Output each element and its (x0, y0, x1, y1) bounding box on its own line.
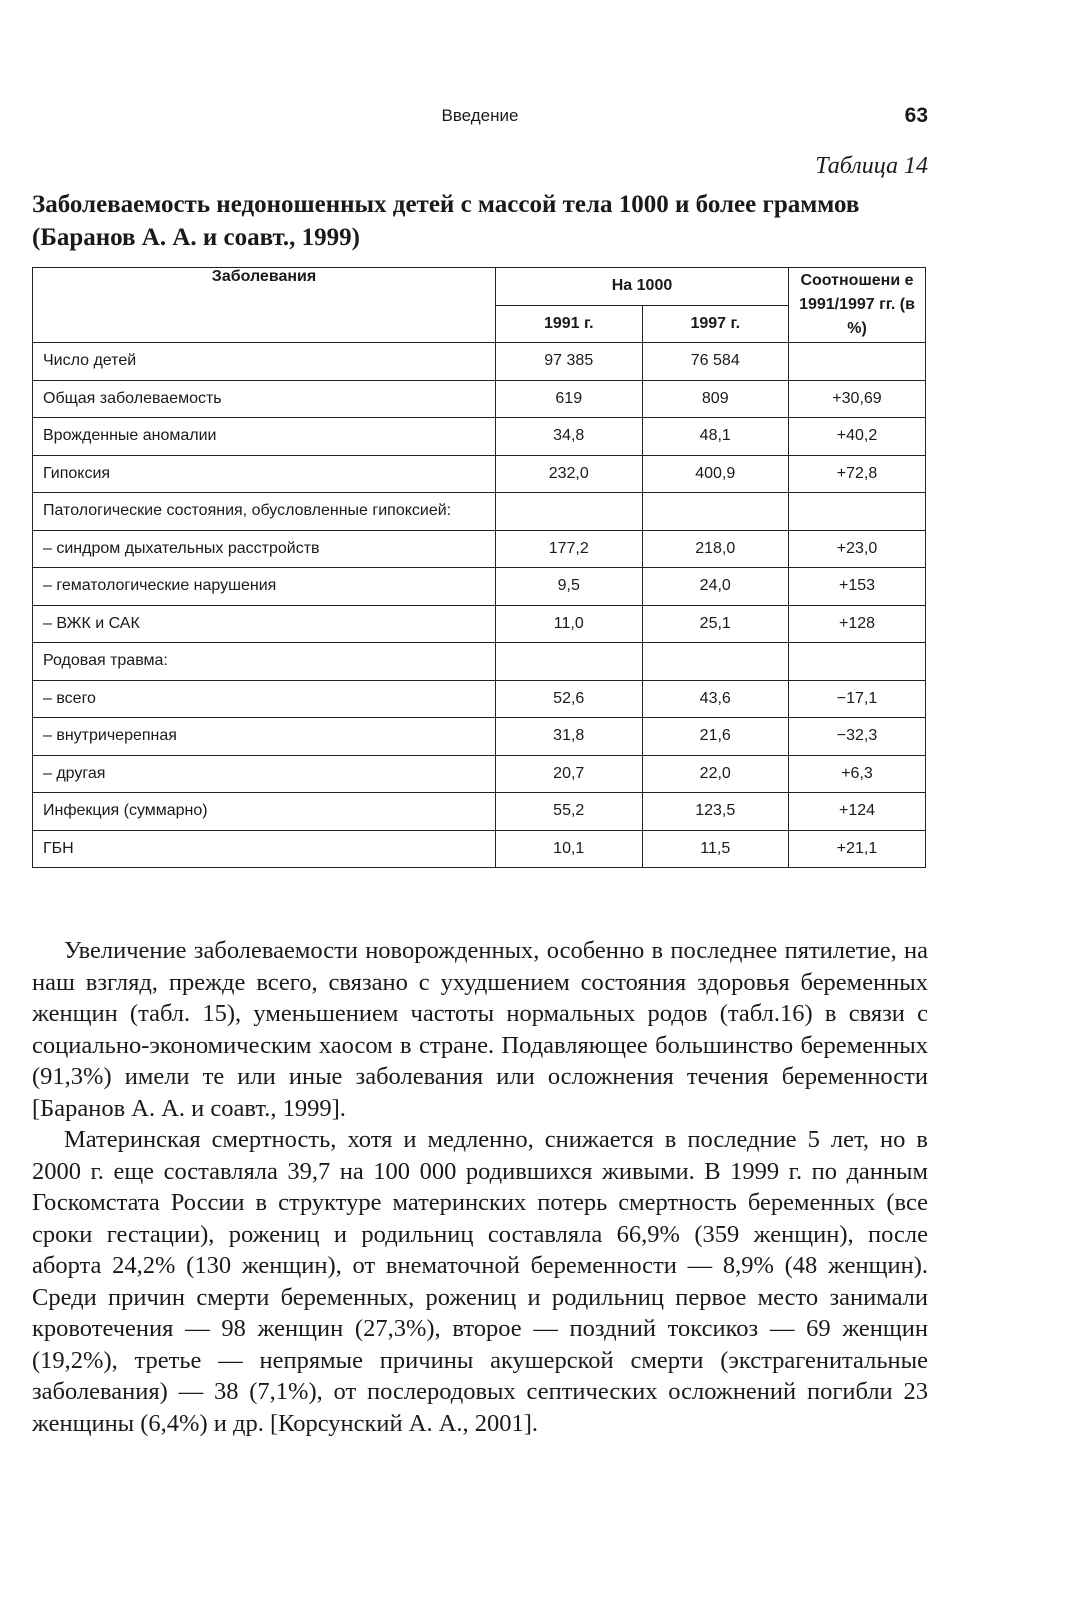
value-cell: 48,1 (642, 418, 789, 456)
header-1997: 1997 г. (642, 305, 789, 343)
ratio-cell (789, 493, 926, 531)
header-1991: 1991 г. (496, 305, 643, 343)
value-cell: 22,0 (642, 755, 789, 793)
value-cell (642, 493, 789, 531)
table-row (33, 718, 926, 756)
row-label: – другая (33, 755, 496, 793)
value-cell: 34,8 (496, 418, 643, 456)
table-row (33, 755, 926, 793)
row-label: – синдром дыхательных расстройств (33, 530, 496, 568)
table-row (33, 530, 926, 568)
header-diseases: Заболевания (33, 268, 496, 343)
table-body (33, 343, 926, 868)
row-label: – всего (33, 680, 496, 718)
value-cell: 25,1 (642, 605, 789, 643)
value-cell: 123,5 (642, 793, 789, 831)
running-head (32, 104, 928, 128)
table-row (33, 455, 926, 493)
ratio-cell: +128 (789, 605, 926, 643)
ratio-cell: +153 (789, 568, 926, 606)
ratio-cell: −17,1 (789, 680, 926, 718)
value-cell: 619 (496, 380, 643, 418)
running-title: Введение (441, 106, 519, 125)
value-cell: 809 (642, 380, 789, 418)
value-cell: 31,8 (496, 718, 643, 756)
value-cell (496, 493, 643, 531)
value-cell: 400,9 (642, 455, 789, 493)
value-cell: 10,1 (496, 830, 643, 868)
table-row (33, 680, 926, 718)
ratio-cell: +72,8 (789, 455, 926, 493)
table-row (33, 418, 926, 456)
row-label: Инфекция (суммарно) (33, 793, 496, 831)
row-label: Общая заболеваемость (33, 380, 496, 418)
table-row (33, 568, 926, 606)
row-label: Гипоксия (33, 455, 496, 493)
table-row (33, 343, 926, 381)
table-row (33, 643, 926, 681)
header-per-1000: На 1000 (496, 268, 789, 306)
table-row (33, 793, 926, 831)
table-row (33, 830, 926, 868)
value-cell: 9,5 (496, 568, 643, 606)
value-cell: 11,0 (496, 605, 643, 643)
value-cell (496, 643, 643, 681)
ratio-cell: +124 (789, 793, 926, 831)
ratio-cell: +21,1 (789, 830, 926, 868)
value-cell: 76 584 (642, 343, 789, 381)
paragraph: Материнская смертность, хотя и медленно, снижается в последние 5 лет, но в 2000 г. еще составляла 39,7 на 100 000 родившихся живыми. В 1999 г. по данным Госкомстата России в структуре материнских потерь смертность беременных (все сроки гестации), рожениц и родильниц составляла 66,9% (359 женщин), после аборта 24,2% (130 женщин), от внематочной беременности — 8,9% (48 женщин). Среди причин смерти беременных, рожениц и родильниц первое место занимали кровотечения — 98 женщин (27,3%), второе — поздний токсикоз — 69 женщин (19,2%), третье — непрямые причины акушерской смерти (экстрагенитальные заболевания) — 38 (7,1%), от послеродовых септических осложнений погибли 23 женщины (6,4%) и др. [Корсунский А. А., 2001]. (32, 1126, 928, 1437)
row-label: Врожденные аномалии (33, 418, 496, 456)
value-cell: 177,2 (496, 530, 643, 568)
value-cell: 21,6 (642, 718, 789, 756)
value-cell: 97 385 (496, 343, 643, 381)
value-cell: 218,0 (642, 530, 789, 568)
morbidity-table (32, 267, 926, 868)
row-label: Патологические состояния, обусловленные гипоксией: (33, 493, 496, 531)
ratio-cell: +6,3 (789, 755, 926, 793)
ratio-cell: +23,0 (789, 530, 926, 568)
value-cell: 11,5 (642, 830, 789, 868)
row-label: ГБН (33, 830, 496, 868)
value-cell: 43,6 (642, 680, 789, 718)
page-number: 63 (904, 104, 928, 127)
row-label: Родовая травма: (33, 643, 496, 681)
paragraph: Увеличение заболеваемости новорожденных, особенно в последнее пятилетие, на наш взгляд, прежде всего, связано с ухудшением состояния здоровья беременных женщин (табл. 15), уменьшением частоты нормальных родов (табл.16) в связи с социально-экономическим хаосом в стране. Подавляющее большинство беременных (91,3%) имели те или иные заболевания или осложнения течения беременности [Баранов А. А. и соавт., 1999]. (32, 937, 928, 1122)
value-cell: 232,0 (496, 455, 643, 493)
value-cell: 24,0 (642, 568, 789, 606)
row-label: – гематологические нарушения (33, 568, 496, 606)
table-row (33, 493, 926, 531)
table-row (33, 605, 926, 643)
row-label: Число детей (33, 343, 496, 381)
body-text (32, 935, 928, 1439)
table-label: Таблица 14 (815, 153, 928, 179)
ratio-cell: −32,3 (789, 718, 926, 756)
table-row (33, 380, 926, 418)
row-label: – внутричерепная (33, 718, 496, 756)
ratio-cell: +40,2 (789, 418, 926, 456)
ratio-cell (789, 343, 926, 381)
ratio-cell (789, 643, 926, 681)
table-caption: Заболеваемость недоношенных детей с массой тела 1000 и более граммов (Баранов А. А. и соавт., 1999) (32, 191, 860, 251)
row-label: – ВЖК и САК (33, 605, 496, 643)
value-cell: 55,2 (496, 793, 643, 831)
header-ratio: Соотношени е 1991/1997 гг. (в %) (789, 268, 926, 343)
value-cell: 52,6 (496, 680, 643, 718)
table-header (33, 268, 926, 343)
value-cell: 20,7 (496, 755, 643, 793)
ratio-cell: +30,69 (789, 380, 926, 418)
value-cell (642, 643, 789, 681)
